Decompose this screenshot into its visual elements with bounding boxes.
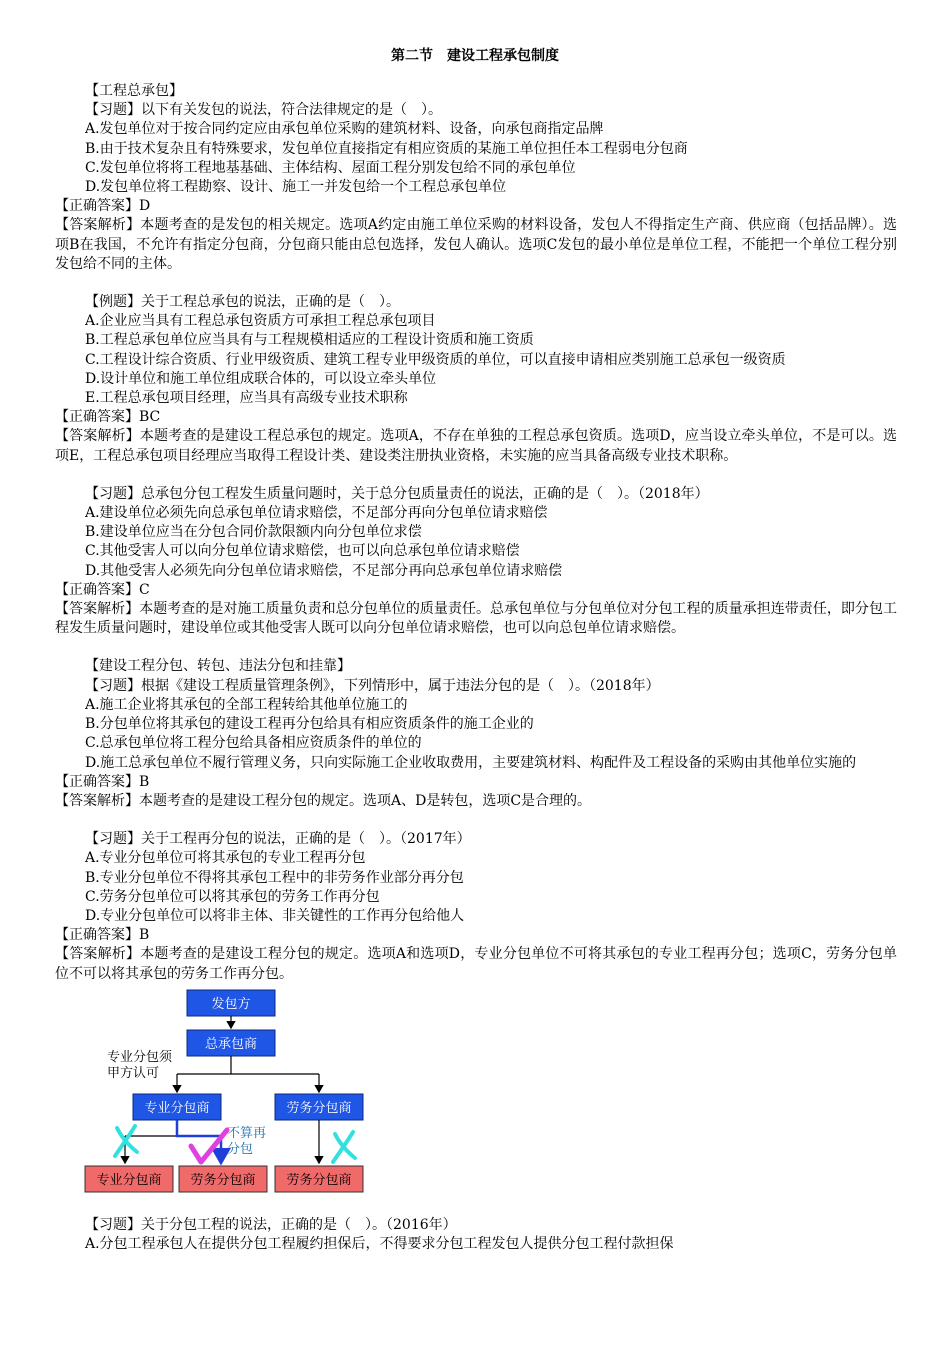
answer-option: B.工程总承包单位应当具有与工程规模相适应的工程设计资质和施工资质 — [85, 332, 534, 349]
answer-option: C.其他受害人可以向分包单位请求赔偿，也可以向总承包单位请求赔偿 — [85, 543, 520, 560]
answer-option: C.发包单位将将工程地基基础、主体结构、屋面工程分别发包给不同的承包单位 — [85, 159, 576, 176]
answer-option: C.总承包单位将工程分包给具备相应资质条件的单位的 — [85, 735, 422, 752]
answer-option: A.施工企业将其承包的全部工程转给其他单位施工的 — [85, 696, 408, 713]
not-resubcontract-note-line2: 分包 — [227, 1141, 254, 1157]
answer-option: E.工程总承包项目经理，应当具有高级专业技术职称 — [85, 390, 408, 407]
bottom-labor-label: 劳务分包商 — [190, 1172, 256, 1188]
question-stem: 【习题】关于分包工程的说法，正确的是（ ）。（2016年） — [85, 1216, 457, 1233]
answer-option: D.其他受害人必须先向分包单位请求赔偿，不足部分再向总承包单位请求赔偿 — [85, 562, 563, 579]
answer-option: C.劳务分包单位可以将其承包的劳务工作再分包 — [85, 888, 380, 905]
answer-option: A.建设单位必须先向总承包单位请求赔偿，不足部分再向分包单位请求赔偿 — [85, 505, 548, 522]
answer-option: D.施工总承包单位不履行管理义务，只向实际施工企业收取费用，主要建筑材料、构配件及工程设备的采购由其他单位实施的 — [85, 754, 857, 771]
correct-answer: 【正确答案】B — [55, 927, 150, 944]
answer-explanation: 【答案解析】本题考查的是对施工质量负责和总分包单位的质量责任。总承包单位与分包单位对分包工程的质量承担连带责任，即分包工程发生质量问题时，建设单位或其他受害人既可以向分包单位请求赔偿，也可以向总包单位请求赔偿。 — [55, 601, 897, 637]
question-stem: 【习题】根据《建设工程质量管理条例》，下列情形中，属于违法分包的是（ ）。（2018年） — [85, 677, 660, 694]
correct-answer: 【正确答案】D — [55, 198, 151, 215]
answer-option: D.发包单位将工程勘察、设计、施工一并发包给一个工程总承包单位 — [85, 179, 507, 196]
bottom-specialty-label: 专业分包商 — [96, 1172, 162, 1188]
document-body — [55, 82, 897, 1254]
question-stem: 【例题】关于工程总承包的说法，正确的是（ ）。 — [85, 294, 400, 311]
correct-answer: 【正确答案】B — [55, 773, 150, 790]
answer-option: A.专业分包单位可将其承包的专业工程再分包 — [85, 850, 366, 867]
answer-option: B.建设单位应当在分包合同价款限额内向分包单位求偿 — [85, 524, 422, 541]
answer-explanation: 【答案解析】本题考查的是建设工程总承包的规定。选项A，不存在单独的工程总承包资质。选项D，应当设立牵头单位，不是可以。选项E，工程总承包项目经理应当取得工程设计类、建设类注册执业资格，未实施的应当具备高级专业技术职称。 — [55, 428, 897, 464]
not-resubcontract-note-line1: 不算再 — [227, 1125, 267, 1141]
question-stem: 【习题】关于工程再分包的说法，正确的是（ ）。（2017年） — [85, 831, 471, 848]
correct-answer: 【正确答案】BC — [55, 409, 161, 426]
approval-note-line2: 甲方认可 — [107, 1065, 160, 1081]
answer-option: B.专业分包单位不得将其承包工程中的非劳务作业部分再分包 — [85, 869, 464, 886]
cross-icon — [333, 1132, 355, 1162]
answer-option: A.发包单位对于按合同约定应由承包单位采购的建筑材料、设备，向承包商指定品牌 — [85, 121, 604, 138]
question-stem: 【习题】以下有关发包的说法，符合法律规定的是（ ）。 — [85, 102, 442, 119]
answer-option: A.企业应当具有工程总承包资质方可承担工程总承包项目 — [85, 313, 436, 330]
cross-icon — [115, 1126, 137, 1156]
answer-option: C.工程设计综合资质、行业甲级资质、建筑工程专业甲级资质的单位，可以直接申请相应类别施工总承包一级资质 — [85, 351, 786, 368]
section-heading: 【工程总承包】 — [85, 83, 183, 99]
subcontract-diagram-svg — [55, 986, 897, 1216]
answer-explanation: 【答案解析】本题考查的是建设工程分包的规定。选项A、D是转包，选项C是合理的。 — [55, 792, 592, 809]
labor-sub-label: 劳务分包商 — [286, 1100, 352, 1116]
answer-option: B.分包单位将其承包的建设工程再分包给具有相应资质条件的施工企业的 — [85, 716, 534, 733]
answer-explanation: 【答案解析】本题考查的是发包的相关规定。选项A约定由施工单位采购的材料设备，发包人不得指定生产商、供应商（包括品牌）。选项B在我国，不允许有指定分包商，分包商只能由总包选择，发包人确认。选项C发包的最小单位是单位工程，不能把一个单位工程分别发包给不同的主体。 — [55, 217, 897, 272]
paragraph-gap — [55, 466, 897, 485]
answer-option: A.分包工程承包人在提供分包工程履约担保后，不得要求分包工程发包人提供分包工程付款担保 — [85, 1235, 674, 1252]
specialty-sub-label: 专业分包商 — [144, 1100, 210, 1116]
subcontract-diagram — [55, 986, 897, 1216]
paragraph-gap — [55, 274, 897, 293]
answer-option: D.设计单位和施工单位组成联合体的，可以设立牵头单位 — [85, 370, 437, 387]
section-heading: 【建设工程分包、转包、违法分包和挂靠】 — [85, 658, 351, 675]
paragraph-gap — [55, 811, 897, 830]
approval-note-line1: 专业分包须 — [107, 1049, 173, 1065]
correct-answer: 【正确答案】C — [55, 581, 150, 598]
bottom-labor-label: 劳务分包商 — [286, 1172, 352, 1188]
answer-explanation: 【答案解析】本题考查的是建设工程分包的规定。选项A和选项D，专业分包单位不可将其承包的专业工程再分包；选项C，劳务分包单位不可以将其承包的劳务工作再分包。 — [55, 946, 897, 982]
paragraph-gap — [55, 638, 897, 657]
question-stem: 【习题】总承包分包工程发生质量问题时，关于总分包质量责任的说法，正确的是（ ）。（2018年） — [85, 485, 709, 502]
section-title: 第二节 建设工程承包制度 — [391, 48, 559, 64]
answer-option: B.由于技术复杂且有特殊要求，发包单位直接指定有相应资质的某施工单位担任本工程弱电分包商 — [85, 140, 688, 157]
answer-option: D.专业分包单位可以将非主体、非关键性的工作再分包给他人 — [85, 907, 465, 924]
general-contractor-label: 总承包商 — [204, 1036, 258, 1052]
client-label: 发包方 — [211, 996, 251, 1012]
